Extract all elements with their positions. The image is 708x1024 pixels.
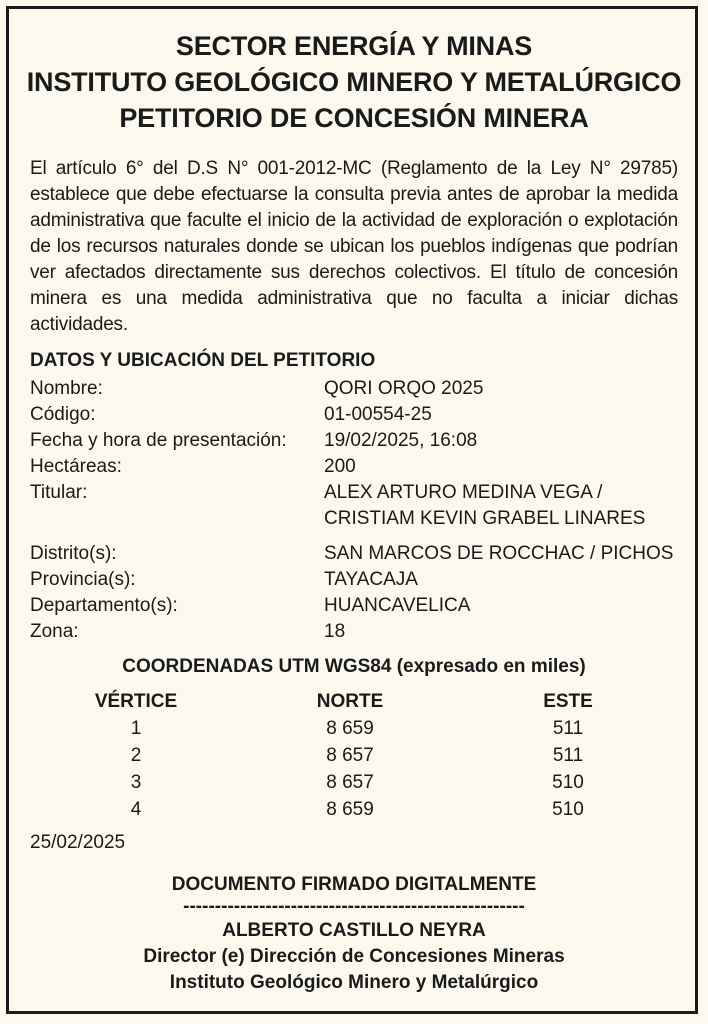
field-label: Provincia(s): <box>30 569 136 590</box>
table-cell: 1 <box>130 718 142 739</box>
field-value: 18 <box>324 621 346 642</box>
table-cell: 510 <box>552 772 584 793</box>
signature-heading: DOCUMENTO FIRMADO DIGITALMENTE <box>171 874 537 895</box>
publication-date: 25/02/2025 <box>30 832 126 853</box>
table-cell: 8 659 <box>326 718 374 739</box>
table-cell: 8 657 <box>326 772 374 793</box>
field-value: HUANCAVELICA <box>324 595 471 616</box>
signature-block <box>0 872 708 996</box>
table-cell: 4 <box>130 799 142 820</box>
este-column <box>518 688 618 823</box>
column-header: VÉRTICE <box>94 691 178 712</box>
table-cell: 8 659 <box>326 799 374 820</box>
table-cell: 8 657 <box>326 745 374 766</box>
sector-title: SECTOR ENERGÍA Y MINAS <box>175 31 533 61</box>
table-cell: 511 <box>552 745 584 766</box>
signer-institution: Instituto Geológico Minero y Metalúrgico <box>169 972 539 993</box>
field-value: 19/02/2025, 16:08 <box>324 430 478 451</box>
header <box>0 28 708 136</box>
field-value: 01-00554-25 <box>324 404 432 425</box>
signer-role: Director (e) Dirección de Concesiones Mineras <box>143 946 565 967</box>
petition-title: PETITORIO DE CONCESIÓN MINERA <box>119 103 589 133</box>
intro-paragraph: El artículo 6° del D.S N° 001-2012-MC (Reglamento de la Ley N° 29785) establece que debe efectuarse la consulta previa antes de aprobar la medida administrativa que faculte el inicio de la actividad de exploración o explotación de los recursos naturales donde se ubican los pueblos indígenas que podrían ver afectados directamente sus derechos colectivos. El título de concesión minera es una medida administrativa que no faculta a iniciar dichas actividades. <box>30 158 678 335</box>
signature-line: ------------------------------------------------------ <box>183 898 525 917</box>
field-label: Titular: <box>30 482 88 503</box>
field-label: Zona: <box>30 621 79 642</box>
field-value: QORI ORQO 2025 <box>324 378 484 399</box>
table-cell: 510 <box>552 799 584 820</box>
table-cell: 511 <box>552 718 584 739</box>
field-value: SAN MARCOS DE ROCCHAC / PICHOS <box>324 543 674 564</box>
norte-column <box>300 688 400 823</box>
column-header: NORTE <box>316 691 384 712</box>
vertice-column <box>86 688 186 823</box>
coords-title: COORDENADAS UTM WGS84 (expresado en miles) <box>122 656 586 677</box>
field-value: ALEX ARTURO MEDINA VEGA / CRISTIAM KEVIN GRABEL LINARES <box>324 482 646 529</box>
field-label: Departamento(s): <box>30 595 178 616</box>
signer-name: ALBERTO CASTILLO NEYRA <box>222 920 486 941</box>
field-label: Código: <box>30 404 96 425</box>
field-value: TAYACAJA <box>324 569 418 590</box>
column-header: ESTE <box>543 691 593 712</box>
field-value: 200 <box>324 456 356 477</box>
table-cell: 2 <box>130 745 142 766</box>
section-title: DATOS Y UBICACIÓN DEL PETITORIO <box>30 350 376 371</box>
field-label: Nombre: <box>30 378 103 399</box>
table-cell: 3 <box>130 772 142 793</box>
institute-title: INSTITUTO GEOLÓGICO MINERO Y METALÚRGICO <box>26 67 682 97</box>
field-label: Distrito(s): <box>30 543 117 564</box>
field-label: Fecha y hora de presentación: <box>30 430 287 451</box>
field-label: Hectáreas: <box>30 456 122 477</box>
